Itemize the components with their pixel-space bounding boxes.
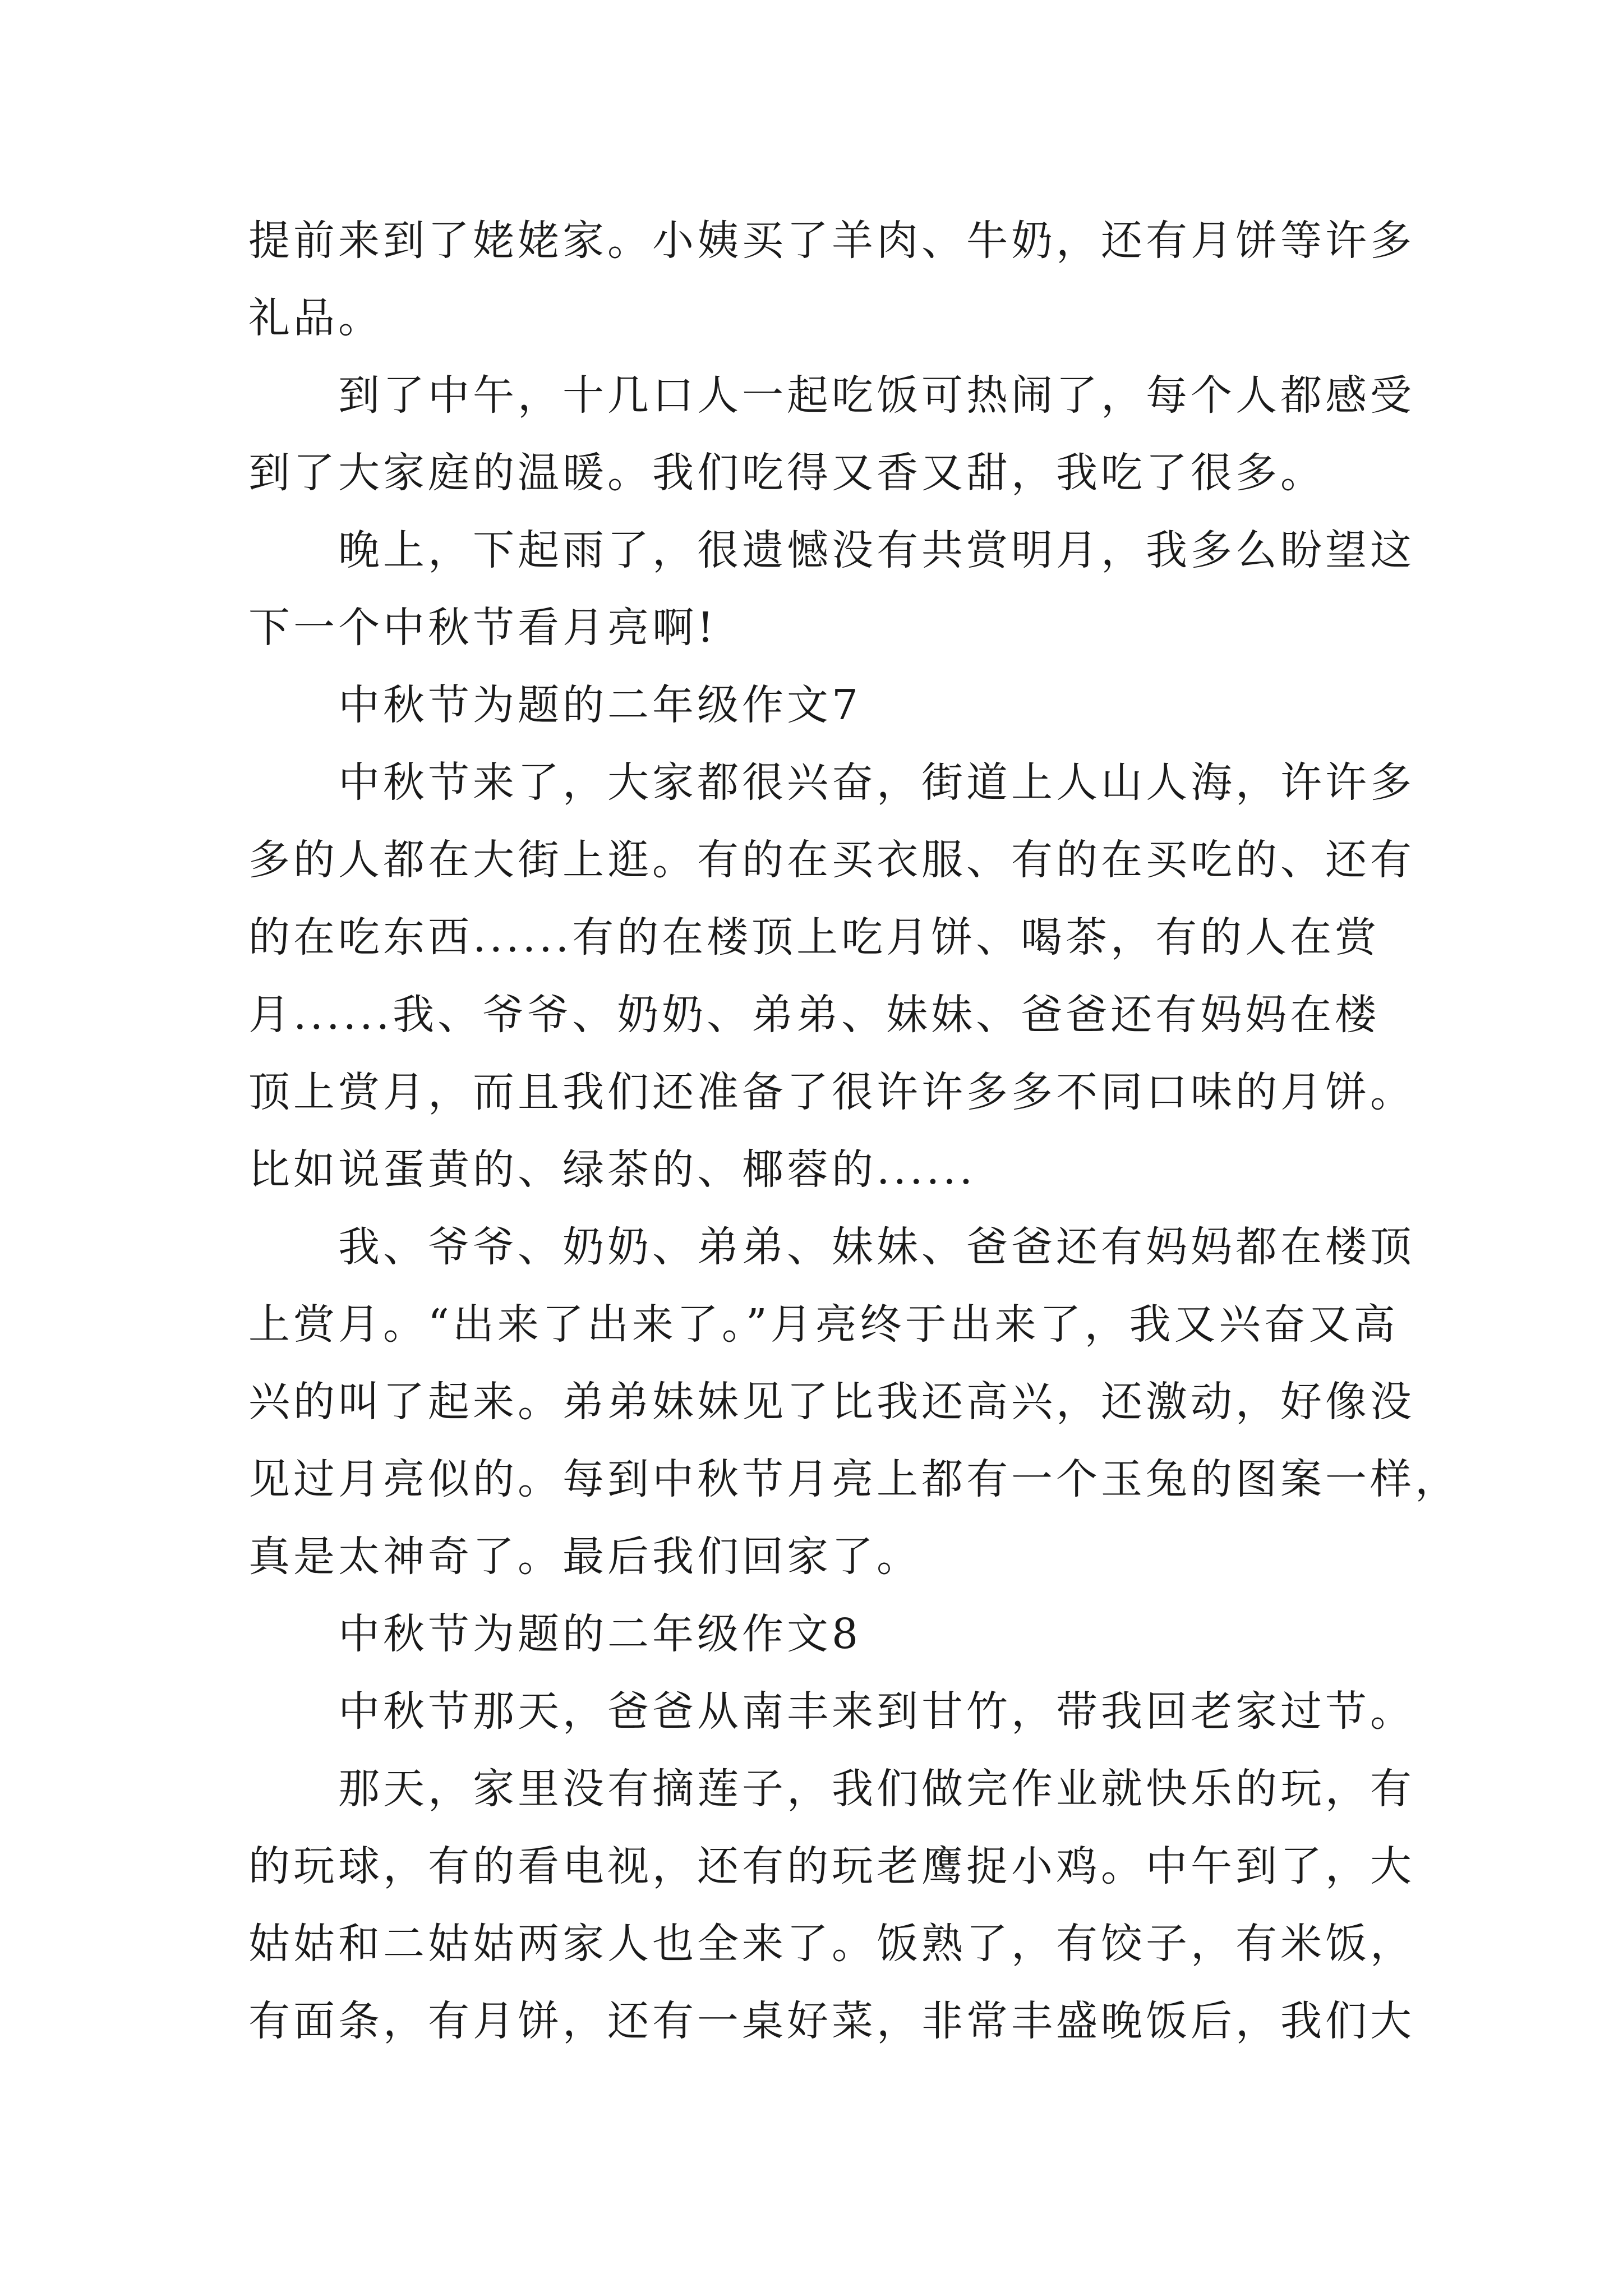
text-line: 有面条，有月饼，还有一桌好菜，非常丰盛晚饭后，我们大	[248, 1997, 1415, 2045]
text-line: 姑姑和二姑姑两家人也全来了。饭熟了，有饺子，有米饭，	[248, 1920, 1415, 1968]
text-line: 我、爷爷、奶奶、弟弟、妹妹、爸爸还有妈妈都在楼顶	[338, 1223, 1415, 1271]
text-line: 真是太神奇了。最后我们回家了。	[248, 1533, 921, 1581]
text-line: 到了大家庭的温暖。我们吃得又香又甜，我吃了很多。	[248, 449, 1325, 497]
text-line: 中秋节那天，爸爸从南丰来到甘竹，带我回老家过节。	[338, 1687, 1415, 1736]
text-line: 见过月亮似的。每到中秋节月亮上都有一个玉兔的图案一样，	[248, 1455, 1460, 1503]
text-line: 提前来到了姥姥家。小姨买了羊肉、牛奶，还有月饼等许多	[248, 217, 1415, 265]
text-line: 顶上赏月，而且我们还准备了很许许多多不同口味的月饼。	[248, 1068, 1415, 1116]
text-line: 晚上，下起雨了，很遗憾没有共赏明月，我多么盼望这	[338, 526, 1415, 574]
text-line: 多的人都在大街上逛。有的在买衣服、有的在买吃的、还有	[248, 836, 1415, 884]
text-line: 的玩球，有的看电视，还有的玩老鹰捉小鸡。中午到了，大	[248, 1842, 1415, 1890]
text-line: 上赏月。“出来了出来了。”月亮终于出来了，我又兴奋又高	[248, 1300, 1399, 1349]
text-line: 到了中午，十几口人一起吃饭可热闹了，每个人都感受	[338, 371, 1415, 420]
text-line: 礼品。	[248, 294, 383, 342]
text-line: 中秋节来了，大家都很兴奋，街道上人山人海，许许多	[338, 758, 1415, 807]
text-line: 中秋节为题的二年级作文7	[338, 681, 862, 729]
text-line: 月......我、爷爷、奶奶、弟弟、妹妹、爸爸还有妈妈在楼	[248, 991, 1380, 1039]
text-line: 下一个中秋节看月亮啊!	[248, 604, 717, 652]
text-line: 兴的叫了起来。弟弟妹妹见了比我还高兴，还激动，好像没	[248, 1378, 1415, 1426]
text-line: 那天，家里没有摘莲子，我们做完作业就快乐的玩，有	[338, 1765, 1415, 1813]
text-line: 比如说蛋黄的、绿茶的、椰蓉的......	[248, 1145, 976, 1194]
text-line: 中秋节为题的二年级作文8	[338, 1610, 862, 1658]
text-line: 的在吃东西......有的在楼顶上吃月饼、喝茶，有的人在赏	[248, 913, 1380, 961]
document-body	[248, 202, 1460, 2060]
